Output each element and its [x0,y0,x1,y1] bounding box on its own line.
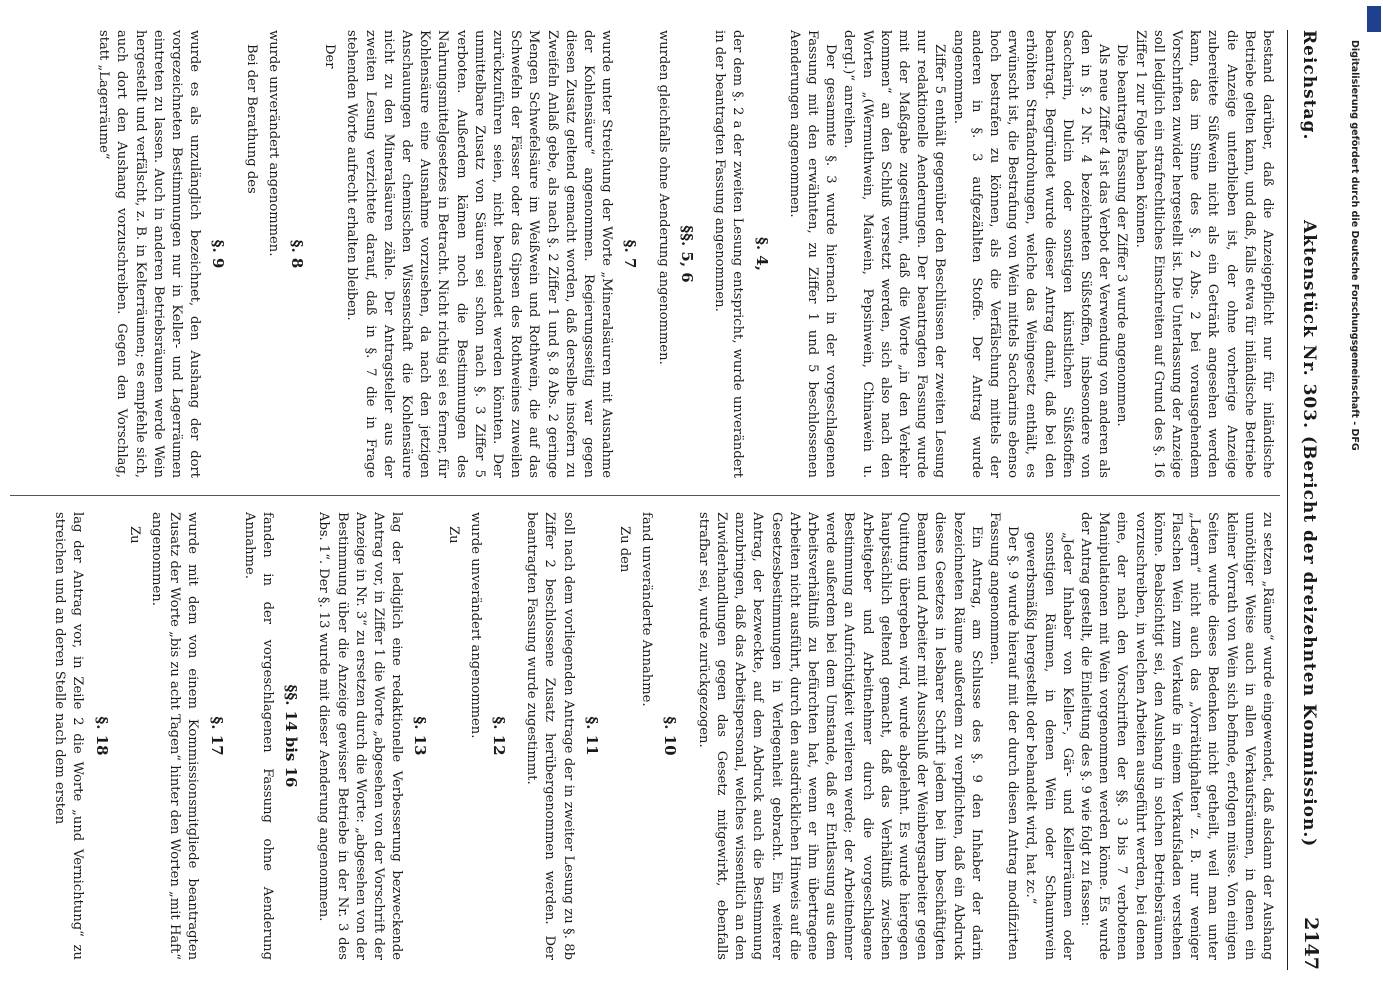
section-heading: §. 12 [490,716,509,756]
paragraph: wurde es als unzulänglich bezeichnet, den Aushang der dort vorgezeichneten Bestimmungen nur in Keller- und Lagerräumen eintreten zu lassen. Auch in anderen Betriebsräumen werde Wein hergestellt und verfälscht, z. B. in Kelterräumen; es empfehle sich, auch dort den Aushang vorzuschreiben. Gegen den Vorschlag, statt „Lagerräume“ [96,30,203,478]
section-heading: §§. 14 bis 16 [282,684,301,788]
left-column [16,30,1276,478]
section-heading: §. 10 [661,716,680,756]
paragraph: Die beantragte Fassung der Ziffer 3 wurde angenommen. [1114,44,1130,427]
column-divider [10,495,1280,496]
digitization-credit: Digitalisierung gefördert durch die Deutsche Forschungsgemeinschaft - DFG [1349,40,1360,451]
header-title: Aktenstück Nr. 303. (Bericht der dreizehnten Kommission.) [1299,220,1319,848]
paragraph: lag der lediglich eine redaktionelle Verbesserung bezweckende Antrag vor, in Ziffer 1 die Worte „abgesehen von der Vorschrift der Anzeige in Nr. 3“ zu ersetzen durch die Worte: „abgesehen von der Bestimmung über die Anzeige gewisser Betriebe in der Nr. 3 des Abs. 1“. Der §. 13 wurde mit dieser Aenderung angenommen. [316,512,405,960]
section-heading: §§. 5, 6 [677,225,696,283]
paragraph: Ziffer 5 enthält gegenüber den Beschlüssen der zweiten Lesung nur redaktionelle Aenderungen. Der beantragten Fassung wurde mit der Maßgabe zugestimmt, daß die Worte „in den Verkehr kommen“ an den Schluß versetzt werden, sich also nach den Worten „(Wermuthwein, Maiwein, Pepsinwein, Chinawein u. dergl.)“ anreihen. [841,30,948,478]
paragraph: wurde unverändert angenommen. [265,30,281,257]
section-heading: §. 9 [209,239,228,269]
section-lead-in: Zu [126,526,142,544]
section-lead-in: Zu den [617,526,633,573]
paragraph: wurde unter Streichung der Worte „Mineralsäuren mit Ausnahme der Kohlensäure“ angenommen. Regierungsseitig war gegen diesen Zusatz geltend gemacht worden, daß derselbe insofern zu Zweifeln Anlaß gebe, als nach §. 2 Ziffer 1 und §. 8 Abs. 2 geringe Mengen Schwefelsäure im Weißwein und Rothwein, die auf das Schwefeln der Fässer oder das Gipsen des Rothweines zuweilen zurückzuführen seien, nicht beanstandet werden könnten. Der unmittelbare Zusatz von Säuren sei schon nach §. 3 Ziffer 5 verboten. Außerdem kämen noch die Bestimmungen des Nahrungsmittelgesetzes in Betracht. Nicht richtig sei es ferner, für Kohlensäure eine Ausnahme vorzusehen, da nach den jetzigen Anschauungen der chemischen Wissenschaft die Kohlensäure nicht zu den Mineralsäuren zähle. Der Antragsteller aus der zweiten Lesung verzichtete darauf, daß in §. 7 die in Frage stehenden Worte aufrecht erhalten bleiben. [344,30,615,478]
section-lead-in: Zu [445,526,461,544]
paragraph: fanden in der vorgeschlagenen Fassung ohne Aenderung Annahme. [241,512,276,960]
section-heading: §. 11 [582,716,601,756]
section-lead-in: Der [322,44,338,69]
paragraph: Der §. 9 wurde hierauf mit der durch diesen Antrag modifizirten Fassung angenommen. [986,512,1021,960]
quoted-text: „Jeder Inhaber von Keller-, Gär- und Kellerräumen oder sonstigen Räumen, in denen Wein oder Schaumwein gewerbsmäßig hergestellt oder behandelt wird, hat zc.“ [1023,532,1075,960]
paragraph: Der gesammte §. 3 wurde hiernach in der vorgeschlagenen Fassung mit den erwähnten, zu Ziffer 1 und 5 beschlossenen Aenderungen angenommen. [786,30,839,478]
dfg-logo [1367,6,1381,32]
section-heading: §. 4, [752,237,771,271]
paragraph: Ein Antrag, am Schlusse des §. 9 den Inhaber der darin bezeichneten Räume außerdem zu verpflichten, daß ein Abdruck dieses Gesetzes in lesbarer Schrift jedem bei ihm beschäftigten Beamten und Arbeiter mit Ausschluß der Weinbergsarbeiter gegen Quittung übergeben wird, wurde abgelehnt. Es wurde hiergegen hauptsächlich geltend gemacht, daß das Verhältniß zwischen Arbeitgeber und Arbeitnehmer durch die vorgeschlagene Bestimmung an Aufrichtigkeit verlieren werde; der Arbeitnehmer werde außerdem bei dem Umstande, daß er Entlassung aus dem Arbeitsverhältniß zu befürchten hat, wenn er ihm übertragene Arbeiten nicht ausführt, durch den ausdrücklichen Hinweis auf die Gesetzesbestimmungen in Verlegenheit gebracht. Ein weiterer Antrag, der bezweckte, auf dem Abdruck auch die Bestimmung anzubringen, daß das Arbeitspersonal, welches wissentlich an den Zuwiderhandlungen gegen das Gesetz mitgewirkt, ebenfalls strafbar sei, wurde zurückgezogen. [695,512,984,960]
paragraph: zu setzen „Räume“ wurde eingewendet, daß alsdann der Aushang unnöthiger Weise auch in allen Verkaufsräumen, in denen ein kleiner Vorrath von Wein sich befinde, erfolgen müsse. Von einigen Seiten wurde dieses Bedenken nicht getheilt, weil man unter „Lagern“ nicht auch das „Vorräthighalten“ z. B. nur weniger Flaschen Wein zum Verkaufe in einem Verkaufsladen verstehen könne. Beabsichtigt sei, den Aushang in solchen Betriebsräumen vorzuschreiben, in welchen Arbeiten ausgeführt werden, bei denen eine, der nach den Vorschriften der §§. 3 bis 7 verbotenen Manipulationen mit Wein vorgenommen werden könne. Es wurde der Antrag gestellt, die Einleitung des §. 9 wie folgt zu fassen: [1077,512,1275,960]
paragraph: wurden gleichfalls ohne Aenderung angenommen. [655,30,671,365]
paragraph: wurde mit dem von einem Kommissionsmitgliede beantragten Zusatz der Worte „bis zu acht Tagen“ hinter den Worten „mit Haft“ angenommen. [149,512,201,960]
paragraph: wurde unverändert angenommen. [467,512,483,739]
running-header [1287,30,1328,970]
page-number: 2147 [1300,917,1322,970]
section-heading: §. 13 [411,716,430,756]
section-heading: §. 7 [621,239,640,269]
paragraph: fand unveränderte Annahme. [639,512,655,707]
paragraph: Als neue Ziffer 4 ist das Verbot der Verwendung von anderen als den in §. 2 Nr. 4 bezeichneten Süßstoffen, insbesondere von Saccharin, Dulcin oder sonstigen künstlichen Süßstoffen beantragt. Begründet wurde dieser Antrag damit, daß bei den erhöhten Strafandrohungen, welche das Weingesetz enthält, es erwünscht ist, die Bestrafung von Wein mittels Saccharins ebenso hoch bestrafen zu können, als die Verfälschung mittels der anderen in §. 3 aufgezählten Stoffe. Der Antrag wurde angenommen. [950,30,1112,478]
paragraph: soll nach dem vorliegenden Antrage der in zweiter Lesung zu §. 8b Ziffer 2 beschlossene Zusatz herübergenommen werden. Der beantragten Fassung wurde zugestimmt. [524,512,576,960]
section-heading: §. 18 [92,716,111,756]
header-reichstag: Reichstag. [1299,30,1319,141]
document-page [8,30,1328,970]
section-heading: §. 17 [207,716,226,756]
paragraph: bestand darüber, daß die Anzeigepflicht nur für inländische Betriebe gelten kann, und daß, falls etwa für inländische Betriebe die Anzeige unterblieben ist, der ohne vorherige Anzeige zubereitete Süßwein nicht als ein Getränk angesehen werden kann, das im Sinne des §. 2 Abs. 2 bei vorausgehendem Vorschriften zuwider hergestellt ist. Die Unterlassung der Anzeige soll lediglich ein strafrechtliches Einschreiten auf Grund des §. 16 Ziffer 1 zur Folge haben können. [1132,30,1275,478]
section-lead-in: Bei der Berathung des [243,44,259,194]
section-heading: §. 8 [288,239,307,269]
paragraph: der dem §. 2 a der zweiten Lesung entspricht, wurde unverändert in der beantragten Fassung angenommen. [712,30,746,478]
right-column [16,512,1276,960]
paragraph: lag der Antrag vor, in Zeile 2 die Worte „und Vernichtung“ zu streichen und an deren Stelle nach dem ersten [52,512,86,960]
